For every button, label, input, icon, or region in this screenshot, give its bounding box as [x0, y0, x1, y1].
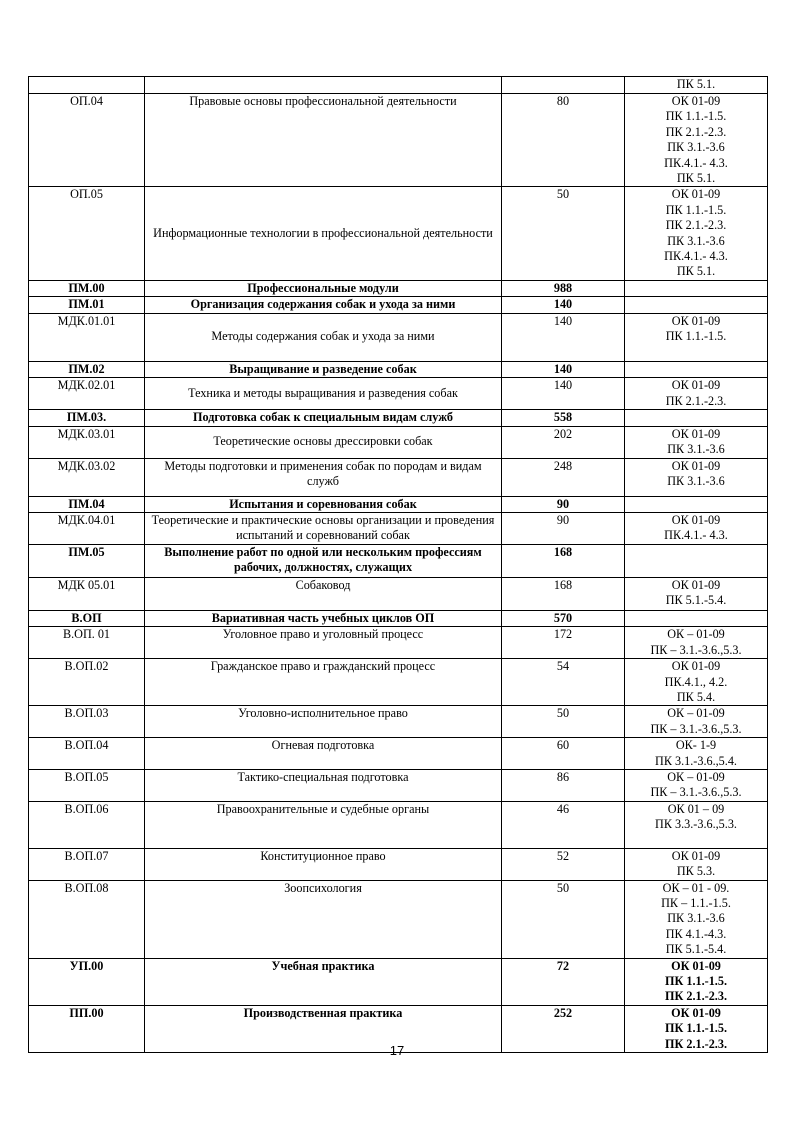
- row-competencies: [625, 426, 768, 458]
- competency-line: ПК 5.1.: [676, 264, 716, 279]
- row-hours: 50: [502, 187, 625, 280]
- row-name: Подготовка собак к специальным видам служб: [145, 410, 502, 426]
- row-code: ПП.00: [29, 1005, 145, 1052]
- table-row: [29, 627, 768, 659]
- competency-line: ОК – 01-09: [667, 706, 725, 721]
- table-row: [29, 361, 768, 377]
- competency-line: ОК 01-09: [671, 378, 721, 393]
- table-row: [29, 738, 768, 770]
- table-row: [29, 801, 768, 848]
- row-code: МДК.03.01: [29, 426, 145, 458]
- table-row: [29, 880, 768, 958]
- competency-line: ПК 1.1.-1.5.: [665, 974, 727, 989]
- row-competencies: [625, 297, 768, 313]
- competency-line: ПК 3.1.-3.6: [667, 140, 725, 155]
- row-competencies: [625, 769, 768, 801]
- row-competencies: [625, 577, 768, 610]
- row-code: ПМ.01: [29, 297, 145, 313]
- competency-line: ОК 01-09: [671, 458, 721, 473]
- row-code: ОП.05: [29, 187, 145, 280]
- competency-line: ПК 4.1.-4.3.: [665, 926, 727, 941]
- row-competencies: [625, 361, 768, 377]
- row-code: ПМ.00: [29, 280, 145, 296]
- row-code: В.ОП.08: [29, 880, 145, 958]
- row-competencies: [625, 280, 768, 296]
- row-hours: 172: [502, 627, 625, 659]
- competency-line: ПК – 3.1.-3.6.,5.3.: [650, 785, 742, 800]
- row-name: Огневая подготовка: [145, 738, 502, 770]
- row-name: Производственная практика: [145, 1005, 502, 1052]
- competency-line: ОК- 1-9: [675, 738, 717, 753]
- row-code: УП.00: [29, 958, 145, 1005]
- row-code: В.ОП: [29, 610, 145, 626]
- row-name: Методы содержания собак и ухода за ними: [145, 313, 502, 361]
- row-hours: 54: [502, 659, 625, 706]
- row-name: Испытания и соревнования собак: [145, 496, 502, 512]
- table-row: [29, 512, 768, 544]
- row-code: ОП.04: [29, 94, 145, 187]
- row-competencies: [625, 496, 768, 512]
- row-competencies: [625, 659, 768, 706]
- competency-line: ПК 2.1.-2.3.: [665, 218, 727, 233]
- table-row: [29, 848, 768, 880]
- row-competencies: [625, 544, 768, 577]
- row-name: Конституционное право: [145, 848, 502, 880]
- row-hours: 140: [502, 313, 625, 361]
- row-code: МДК.01.01: [29, 313, 145, 361]
- row-name: Выращивание и разведение собак: [145, 361, 502, 377]
- competency-line: ОК 01-09: [671, 313, 721, 328]
- competency-line: ОК 01-09: [671, 512, 721, 527]
- competency-line: ОК – 01 - 09.: [662, 880, 730, 895]
- row-name: Методы подготовки и применения собак по породам и видам служб: [145, 458, 502, 496]
- competency-line: ПК 3.1.-3.6: [667, 441, 725, 456]
- row-name: Тактико-специальная подготовка: [145, 769, 502, 801]
- row-code: МДК.04.01: [29, 512, 145, 544]
- table-row: [29, 769, 768, 801]
- competency-line: ПК 2.1.-2.3.: [665, 393, 727, 408]
- row-name: Профессиональные модули: [145, 280, 502, 296]
- row-code: В.ОП.02: [29, 659, 145, 706]
- competency-line: ПК.4.1.- 4.3.: [664, 528, 728, 543]
- row-hours: 202: [502, 426, 625, 458]
- competency-line: ОК 01-09: [671, 187, 721, 202]
- competency-line: ПК 3.1.-3.6: [667, 911, 725, 926]
- row-hours: 252: [502, 1005, 625, 1052]
- competency-line: ОК 01-09: [671, 958, 721, 973]
- row-hours: 140: [502, 297, 625, 313]
- competency-line: ПК 2.1.-2.3.: [665, 1036, 727, 1051]
- competency-line: ОК 01-09: [671, 94, 721, 108]
- row-name: Информационные технологии в профессиональной деятельности: [145, 187, 502, 280]
- row-hours: 46: [502, 801, 625, 848]
- row-code: В.ОП.03: [29, 706, 145, 738]
- row-code: В.ОП.07: [29, 848, 145, 880]
- row-competencies: [625, 378, 768, 410]
- row-hours: 90: [502, 496, 625, 512]
- row-competencies: [625, 313, 768, 361]
- row-hours: 168: [502, 544, 625, 577]
- competency-line: ПК 1.1.-1.5.: [665, 109, 727, 124]
- competency-line: ПК 5.1.: [676, 171, 716, 186]
- competency-line: ОК 01-09: [671, 659, 721, 674]
- table-row: [29, 410, 768, 426]
- table-row: [29, 426, 768, 458]
- table-row: [29, 610, 768, 626]
- table-row: [29, 187, 768, 280]
- row-hours: 50: [502, 706, 625, 738]
- row-hours: 52: [502, 848, 625, 880]
- competency-line: ПК 1.1.-1.5.: [665, 329, 727, 344]
- competency-line: ПК.4.1.- 4.3.: [664, 155, 728, 170]
- row-hours: 140: [502, 361, 625, 377]
- curriculum-table-body: [29, 77, 768, 1053]
- competency-line: ПК 5.3.: [676, 864, 716, 879]
- row-name: Вариативная часть учебных циклов ОП: [145, 610, 502, 626]
- table-row: [29, 77, 768, 94]
- row-code: ПМ.04: [29, 496, 145, 512]
- row-name: Уголовное право и уголовный процесс: [145, 627, 502, 659]
- row-competencies: [625, 610, 768, 626]
- competency-line: ПК – 3.1.-3.6.,5.3.: [650, 721, 742, 736]
- competency-line: ПК 1.1.-1.5.: [665, 1021, 727, 1036]
- competency-line: ПК 3.1.-3.6: [667, 473, 725, 488]
- row-competencies: [625, 706, 768, 738]
- table-row: [29, 458, 768, 496]
- row-name: Учебная практика: [145, 958, 502, 1005]
- competency-line: ОК 01 – 09: [667, 801, 725, 816]
- row-name: Организация содержания собак и ухода за ними: [145, 297, 502, 313]
- competency-line: ПК 3.3.-3.6.,5.3.: [655, 817, 737, 832]
- row-code: [29, 77, 145, 94]
- competency-line: ПК 3.1.-3.6: [667, 233, 725, 248]
- competency-line: ОК 01-09: [671, 577, 721, 592]
- row-competencies: [625, 627, 768, 659]
- row-name: Теоретические и практические основы организации и проведения испытаний и соревнований собак: [145, 512, 502, 544]
- row-name: Теоретические основы дрессировки собак: [145, 426, 502, 458]
- row-hours: 140: [502, 378, 625, 410]
- table-row: [29, 378, 768, 410]
- competency-line: ПК 5.1.: [676, 77, 716, 91]
- competency-line: ПК – 3.1.-3.6.,5.3.: [650, 642, 742, 657]
- row-name: Выполнение работ по одной или нескольким профессиям рабочих, должностях, служащих: [145, 544, 502, 577]
- row-name: Зоопсихология: [145, 880, 502, 958]
- competency-line: ПК 5.4.: [676, 689, 716, 704]
- table-row: [29, 94, 768, 187]
- competency-line: ПК 1.1.-1.5.: [665, 202, 727, 217]
- competency-line: ПК.4.1., 4.2.: [664, 674, 728, 689]
- competency-line: ОК 01-09: [671, 848, 721, 863]
- row-name: Правоохранительные и судебные органы: [145, 801, 502, 848]
- row-code: МДК.02.01: [29, 378, 145, 410]
- competency-line: ПК 5.1.-5.4.: [665, 942, 727, 957]
- competency-line: ПК 2.1.-2.3.: [665, 124, 727, 139]
- row-hours: 86: [502, 769, 625, 801]
- row-hours: [502, 77, 625, 94]
- row-competencies: [625, 410, 768, 426]
- row-competencies: [625, 880, 768, 958]
- table-row: [29, 659, 768, 706]
- row-code: В.ОП.06: [29, 801, 145, 848]
- row-hours: 72: [502, 958, 625, 1005]
- row-hours: 80: [502, 94, 625, 187]
- row-hours: 90: [502, 512, 625, 544]
- row-code: В.ОП. 01: [29, 627, 145, 659]
- row-code: ПМ.02: [29, 361, 145, 377]
- competency-line: ОК – 01-09: [667, 627, 725, 642]
- row-competencies: [625, 94, 768, 187]
- row-hours: 570: [502, 610, 625, 626]
- table-row: [29, 958, 768, 1005]
- competency-line: ПК – 1.1.-1.5.: [661, 896, 731, 910]
- row-code: В.ОП.05: [29, 769, 145, 801]
- competency-line: ОК – 01-09: [667, 769, 725, 784]
- table-row: [29, 544, 768, 577]
- competency-line: ОК 01-09: [671, 426, 721, 441]
- row-hours: 50: [502, 880, 625, 958]
- row-hours: 988: [502, 280, 625, 296]
- row-code: ПМ.03.: [29, 410, 145, 426]
- row-name: Собаковод: [145, 577, 502, 610]
- row-hours: 168: [502, 577, 625, 610]
- row-name: [145, 77, 502, 94]
- page-number: 17: [389, 1043, 405, 1058]
- row-competencies: [625, 187, 768, 280]
- row-name: Правовые основы профессиональной деятельности: [145, 94, 502, 187]
- curriculum-table: [28, 76, 768, 1053]
- competency-line: ПК 5.1.-5.4.: [665, 593, 727, 608]
- row-name: Уголовно-исполнительное право: [145, 706, 502, 738]
- row-competencies: [625, 848, 768, 880]
- table-row: [29, 577, 768, 610]
- row-competencies: [625, 458, 768, 496]
- row-code: ПМ.05: [29, 544, 145, 577]
- table-row: [29, 313, 768, 361]
- row-name: Техника и методы выращивания и разведения собак: [145, 378, 502, 410]
- competency-line: ОК 01-09: [671, 1005, 721, 1020]
- row-hours: 558: [502, 410, 625, 426]
- table-row: [29, 297, 768, 313]
- competency-line: ПК.4.1.- 4.3.: [664, 249, 728, 264]
- table-row: [29, 280, 768, 296]
- row-hours: 60: [502, 738, 625, 770]
- row-code: В.ОП.04: [29, 738, 145, 770]
- competency-line: ПК 3.1.-3.6.,5.4.: [655, 753, 737, 768]
- competency-line: ПК 2.1.-2.3.: [665, 989, 727, 1004]
- row-name: Гражданское право и гражданский процесс: [145, 659, 502, 706]
- row-competencies: [625, 512, 768, 544]
- row-code: МДК 05.01: [29, 577, 145, 610]
- row-competencies: [625, 801, 768, 848]
- row-hours: 248: [502, 458, 625, 496]
- row-competencies: [625, 958, 768, 1005]
- table-row: [29, 706, 768, 738]
- table-row: [29, 496, 768, 512]
- row-competencies: [625, 77, 768, 94]
- row-code: МДК.03.02: [29, 458, 145, 496]
- row-competencies: [625, 738, 768, 770]
